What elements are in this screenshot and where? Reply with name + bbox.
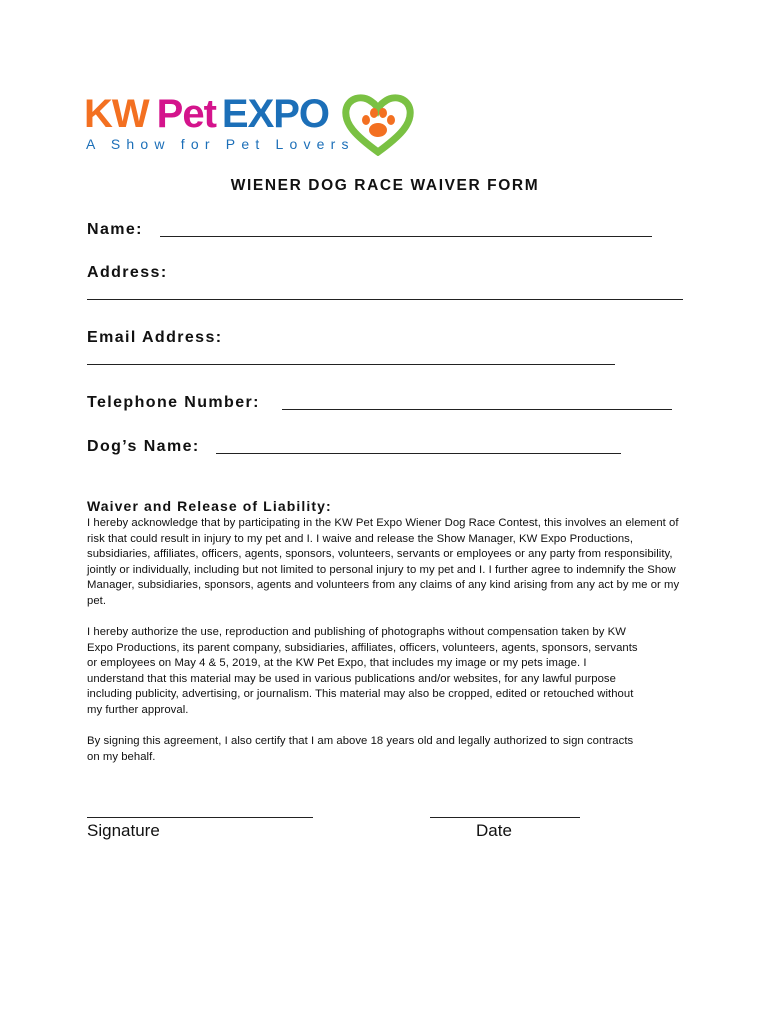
logo-pet-text: Pet <box>156 92 216 136</box>
name-label: Name: <box>87 221 143 238</box>
date-label: Date <box>476 821 512 840</box>
paragraph-line: or employees on May 4 & 5, 2019, at the KW Pet Expo, that includes my image or my pets image. I <box>87 657 587 670</box>
logo-kw-text: KW <box>84 92 149 136</box>
paw-heart-icon <box>342 92 414 156</box>
address-field-line[interactable] <box>87 299 683 300</box>
waiver-paragraph-age-certification <box>87 734 747 765</box>
signature-label: Signature <box>87 821 160 840</box>
paragraph-line: understand that this material may be used in various publications and/or websites, for any lawful purpose <box>87 672 616 685</box>
logo-tagline: A Show for Pet Lovers <box>86 136 355 152</box>
logo-wordmark <box>84 92 329 136</box>
waiver-paragraph-liability <box>87 516 747 610</box>
paragraph-line: including publicity, advertising, or journalism. This material may also be cropped, edited or retouched without <box>87 688 634 701</box>
dog-name-label: Dog’s Name: <box>87 438 200 455</box>
telephone-label: Telephone Number: <box>87 394 260 411</box>
paragraph-line: on my behalf. <box>87 750 156 763</box>
kw-pet-expo-logo <box>84 92 424 162</box>
paragraph-line: jointly or individually, including but not limited to personal injury to my pet and I. I further agree to indemnify the Show <box>87 563 676 576</box>
paragraph-line: pet. <box>87 594 107 607</box>
signature-line[interactable] <box>87 817 313 818</box>
paragraph-line: risk that could result in injury to my pet and I. I waive and release the Show Manager, KW Expo Productions, <box>87 532 634 545</box>
paragraph-line: By signing this agreement, I also certify that I am above 18 years old and legally authorized to sign contracts <box>87 735 634 747</box>
paragraph-line: I hereby authorize the use, reproduction and publishing of photographs without compensation taken by KW <box>87 626 626 638</box>
waiver-paragraph-photo-release <box>87 625 747 719</box>
paragraph-line: Manager, subsidiaries, sponsors, agents and volunteers from any claims of any kind arising from any act by me or my <box>87 579 680 592</box>
date-line[interactable] <box>430 817 580 818</box>
telephone-field-line[interactable] <box>282 409 672 410</box>
paragraph-line: I hereby acknowledge that by participating in the KW Pet Expo Wiener Dog Race Contest, this involves an element of <box>87 517 679 529</box>
waiver-heading: Waiver and Release of Liability: <box>87 498 332 514</box>
logo-expo-text: EXPO <box>221 92 330 136</box>
email-field-line[interactable] <box>87 364 615 365</box>
paragraph-line: Expo Productions, its parent company, subsidiaries, affiliates, officers, volunteers, agents, sponsors, servants <box>87 641 638 654</box>
email-label: Email Address: <box>87 329 223 346</box>
address-label: Address: <box>87 264 168 281</box>
form-title: WIENER DOG RACE WAIVER FORM <box>230 177 540 194</box>
name-field-line[interactable] <box>160 236 652 237</box>
paragraph-line: my further approval. <box>87 703 189 716</box>
dog-name-field-line[interactable] <box>216 453 621 454</box>
paragraph-line: subsidiaries, affiliates, officers, agents, sponsors, volunteers, servants or employees or any party from responsibility, <box>87 548 673 561</box>
